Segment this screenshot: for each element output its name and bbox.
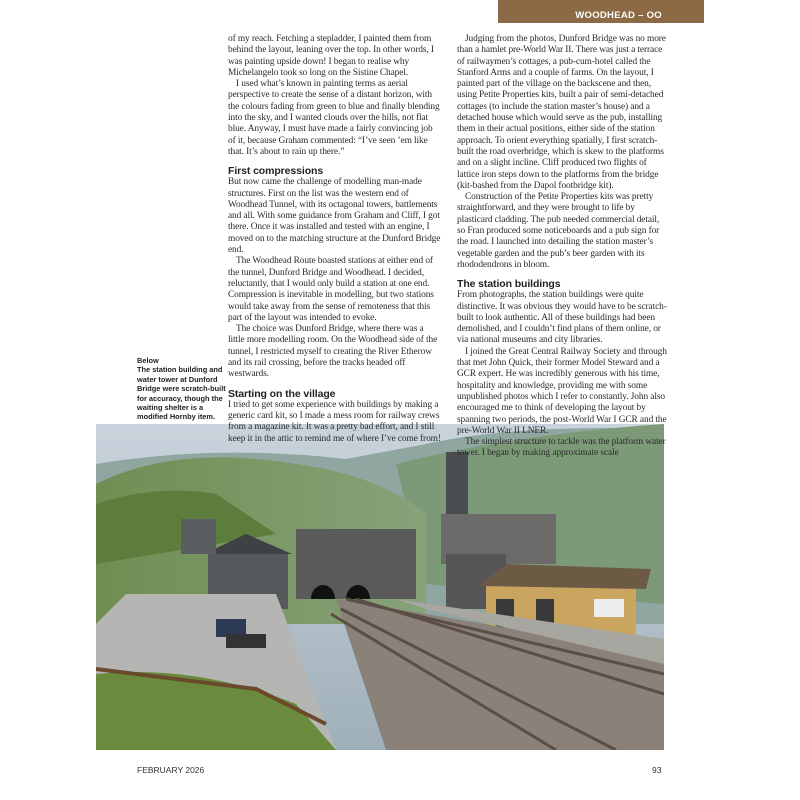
caption-text: The station building and water tower at Dunford Bridge were scratch-built for accuracy, though the waiting shelter is a modified Hornby item. — [137, 365, 226, 422]
section-header-bar — [498, 0, 704, 23]
caption-label: Below — [137, 356, 159, 365]
issue-date: FEBRUARY 2026 — [137, 765, 205, 775]
subheading: Starting on the village — [228, 387, 336, 400]
photo-caption — [137, 356, 232, 422]
paragraph: Judging from the photos, Dunford Bridge was no more than a hamlet pre-World War II. There was just a terrace of railwaymen’s cottages, a pub-cum-hotel called the Stanford Arms and a couple of farms. On the layout, I painted part of the village on the backscene and then, using Petite Properties kits, built a pair of semi-detached cottages (to include the station master’s house) and a detached house which would serve as the pub, installing them in their actual positions, either side of the station approach. To orient everything spatially, I first scratch-built the road overbridge, which is skew to the platforms and on a slight incline. Cliff produced two flights of lattice iron steps down to the platforms from the bridge (kit-bashed from the Dapol footbridge kit). — [457, 34, 666, 191]
paragraph: Construction of the Petite Properties kits was pretty straightforward, and they were brought to life by plasticard cladding. The pub needed commercial detail, so Fran produced some noticeboards and a pub sign for the road. I launched into detailing the station master’s vegetable garden and the pub’s beer garden with its rhododendrons in bloom. — [457, 192, 660, 270]
paragraph: The Woodhead Route boasted stations at either end of the tunnel, Dunford Bridge and Woodhead. I decided, reluctantly, that I would only build a station at one end. Compression is inevitable in modelling, but two stations would take away from the sense of remoteness that this part of the layout was intended to evoke. — [228, 256, 434, 323]
layout-photo — [96, 424, 664, 750]
paragraph: I joined the Great Central Railway Society and through that met John Quick, their former Model Steward and a GCR expert. He was incredibly generous with his time, hospitality and knowledge, providing me with some unpublished photos which I refer to constantly. John also encouraged me to think of developing the layout by spanning two periods, the post-World War I GCR and the pre-World War II LNER. — [457, 346, 667, 436]
paragraph: of my reach. Fetching a stepladder, I painted them from behind the layout, leaning over the top. In other words, I was painting upside down! I began to realise why Michelangelo took so long on the Sistine Chapel. — [228, 34, 434, 78]
paragraph: But now came the challenge of modelling man-made structures. First on the list was the western end of Woodhead Tunnel, with its octagonal towers, battlements and all. With some guidance from Graham and Cliff, I got there. Once it was installed and tested with an engine, I moved on to the matching structure at the Dunford Bridge end. — [228, 177, 441, 256]
paragraph: The choice was Dunford Bridge, where there was a little more modelling room. On the Woodhead side of the tunnel, I restricted myself to creating the River Etherow and its rail crossing, before the tracks headed off westwards. — [228, 324, 438, 380]
paragraph: From photographs, the station buildings were quite distinctive. It was obvious they would have to be scratch-built to look authentic. All of these buildings had been demolished, and I couldn’t find plans of them online, or via national museums and city libraries. — [457, 290, 667, 346]
paragraph: The simplest structure to tackle was the platform water tower. I began by making approximate scale — [457, 437, 666, 459]
paragraph: I used what’s known in painting terms as aerial perspective to create the sense of a distant horizon, with the colours fading from green to blue and finally blending into the sky, and I wanted clouds over the hills, not flat blue. Anyway, I must have made a fairly convincing job of it, because Graham commented: “I’ve seen ’em like that. It’s about to rain up there.” — [228, 79, 440, 157]
article-column-1 — [228, 34, 442, 445]
page-number: 93 — [652, 765, 662, 775]
paragraph: I tried to get some experience with buildings by making a generic card kit, so I made a mess room for railway crews from a magazine kit. It was a pretty bad effort, and I still keep it in the attic to remind me of where I’ve come from! — [228, 399, 441, 444]
section-title: WOODHEAD – OO — [575, 10, 662, 21]
subheading: First compressions — [228, 165, 324, 178]
subheading: The station buildings — [457, 278, 561, 291]
article-column-2 — [457, 34, 669, 460]
